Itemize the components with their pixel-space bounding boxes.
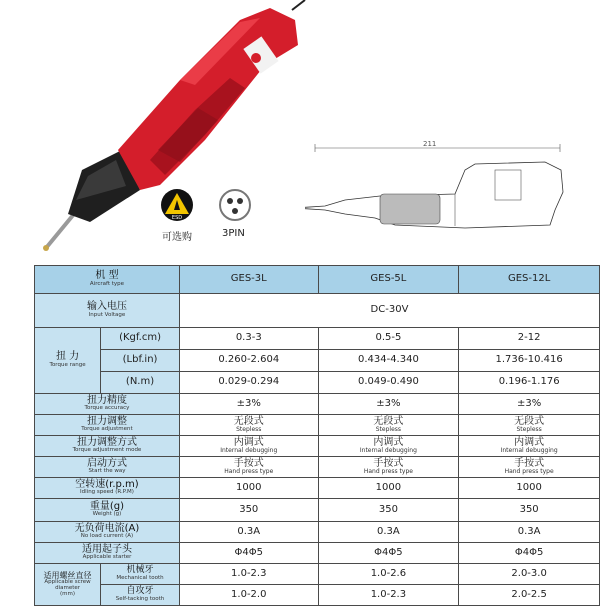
spec-label: 启动方式 Start the way	[35, 457, 180, 478]
spec-value: 0.3A	[459, 522, 600, 543]
torque-label	[35, 328, 101, 394]
spec-value: Φ4Φ5	[459, 543, 600, 564]
accessory-badges	[160, 188, 300, 252]
spec-value: 内调式 Internal debugging	[318, 436, 459, 457]
spec-value: 1000	[179, 478, 318, 499]
spec-value: 350	[318, 499, 459, 522]
torque-unit: (Kgf.cm)	[101, 328, 180, 350]
spec-value: 2.0-2.5	[459, 585, 600, 606]
input-voltage-en: Input Voltage	[88, 311, 126, 318]
spec-label: 扭力精度 Torque accuracy	[35, 394, 180, 415]
torque-value: 0.434-4.340	[318, 350, 459, 372]
model-header-en: Aircraft type	[89, 280, 125, 287]
model-header-cn: 机 型	[95, 270, 119, 282]
spec-value: Φ4Φ5	[179, 543, 318, 564]
torque-value: 0.049-0.490	[318, 372, 459, 394]
mechanical-tooth-label: 机械牙 Mechanical tooth	[101, 564, 180, 585]
spec-label: 适用起子头 Applicable starter	[35, 543, 180, 564]
torque-cn: 扭 力	[55, 351, 80, 363]
spec-value: ±3%	[179, 394, 318, 415]
spec-value: 无段式 Stepless	[179, 415, 318, 436]
esd-optional-label: 可选购	[162, 232, 192, 243]
torque-row-lbf	[35, 350, 600, 372]
spec-row	[35, 499, 600, 522]
screw-row-mechanical	[35, 564, 600, 585]
spec-value: 0.3A	[318, 522, 459, 543]
spec-value: 无段式 Stepless	[459, 415, 600, 436]
col-header-ges-3l: GES-3L	[179, 266, 318, 294]
torque-value: 2-12	[459, 328, 600, 350]
spec-value: 1.0-2.6	[318, 564, 459, 585]
spec-value: 0.3A	[179, 522, 318, 543]
spec-row	[35, 457, 600, 478]
spec-value: 内调式 Internal debugging	[179, 436, 318, 457]
self-tapping-label: 自攻牙 Self-tacking tooth	[101, 585, 180, 606]
torque-row-nm	[35, 372, 600, 394]
spec-table	[34, 265, 600, 606]
header-row	[35, 266, 600, 294]
spec-value: 1000	[459, 478, 600, 499]
spec-value: 1.0-2.0	[179, 585, 318, 606]
spec-value: ±3%	[459, 394, 600, 415]
spec-row	[35, 394, 600, 415]
model-header-cell	[35, 266, 180, 294]
spec-label: 无负荷电流(A) No load current (A)	[35, 522, 180, 543]
spec-label: 重量(g) Weight (g)	[35, 499, 180, 522]
spec-value: Φ4Φ5	[318, 543, 459, 564]
input-voltage-cn: 输入电压	[86, 301, 127, 313]
screw-row-self-tapping	[35, 585, 600, 606]
spec-value: 内调式 Internal debugging	[459, 436, 600, 457]
spec-row	[35, 522, 600, 543]
3pin-label: 3PIN	[222, 228, 245, 239]
input-voltage-value: DC-30V	[179, 294, 599, 328]
svg-text:ESD: ESD	[171, 215, 183, 221]
dimension-diagram	[305, 140, 567, 240]
screw-diameter-label: 适用螺丝直径 Applicable screw diameter (mm)	[35, 564, 101, 606]
spec-value: 1000	[318, 478, 459, 499]
spec-label: 扭力调整 Torque adjustment	[35, 415, 180, 436]
spec-value: 无段式 Stepless	[318, 415, 459, 436]
col-header-ges-12l: GES-12L	[459, 266, 600, 294]
spec-row	[35, 543, 600, 564]
col-header-ges-5l: GES-5L	[318, 266, 459, 294]
spec-value: 1.0-2.3	[318, 585, 459, 606]
spec-row	[35, 478, 600, 499]
spec-value: 手按式 Hand press type	[459, 457, 600, 478]
spec-value: 350	[459, 499, 600, 522]
spec-row	[35, 436, 600, 457]
input-voltage-label	[35, 294, 180, 328]
torque-unit: (Lbf.in)	[101, 350, 180, 372]
spec-value: 手按式 Hand press type	[318, 457, 459, 478]
3pin-connector-icon	[218, 188, 252, 222]
torque-value: 0.029-0.294	[179, 372, 318, 394]
torque-unit: (N.m)	[101, 372, 180, 394]
spec-label: 空转速(r.p.m) Idling speed (R.P.M)	[35, 478, 180, 499]
torque-value: 1.736-10.416	[459, 350, 600, 372]
input-voltage-row	[35, 294, 600, 328]
torque-value: 0.5-5	[318, 328, 459, 350]
spec-value: 2.0-3.0	[459, 564, 600, 585]
spec-value: 手按式 Hand press type	[179, 457, 318, 478]
esd-icon	[160, 188, 194, 222]
torque-value: 0.196-1.176	[459, 372, 600, 394]
spec-label: 扭力调整方式 Torque adjustment mode	[35, 436, 180, 457]
spec-row	[35, 415, 600, 436]
torque-row-kgf	[35, 328, 600, 350]
torque-en: Torque range	[49, 361, 86, 368]
spec-value: 1.0-2.3	[179, 564, 318, 585]
length-dimension: 211	[423, 140, 437, 148]
spec-value: 350	[179, 499, 318, 522]
torque-value: 0.3-3	[179, 328, 318, 350]
spec-value: ±3%	[318, 394, 459, 415]
torque-value: 0.260-2.604	[179, 350, 318, 372]
